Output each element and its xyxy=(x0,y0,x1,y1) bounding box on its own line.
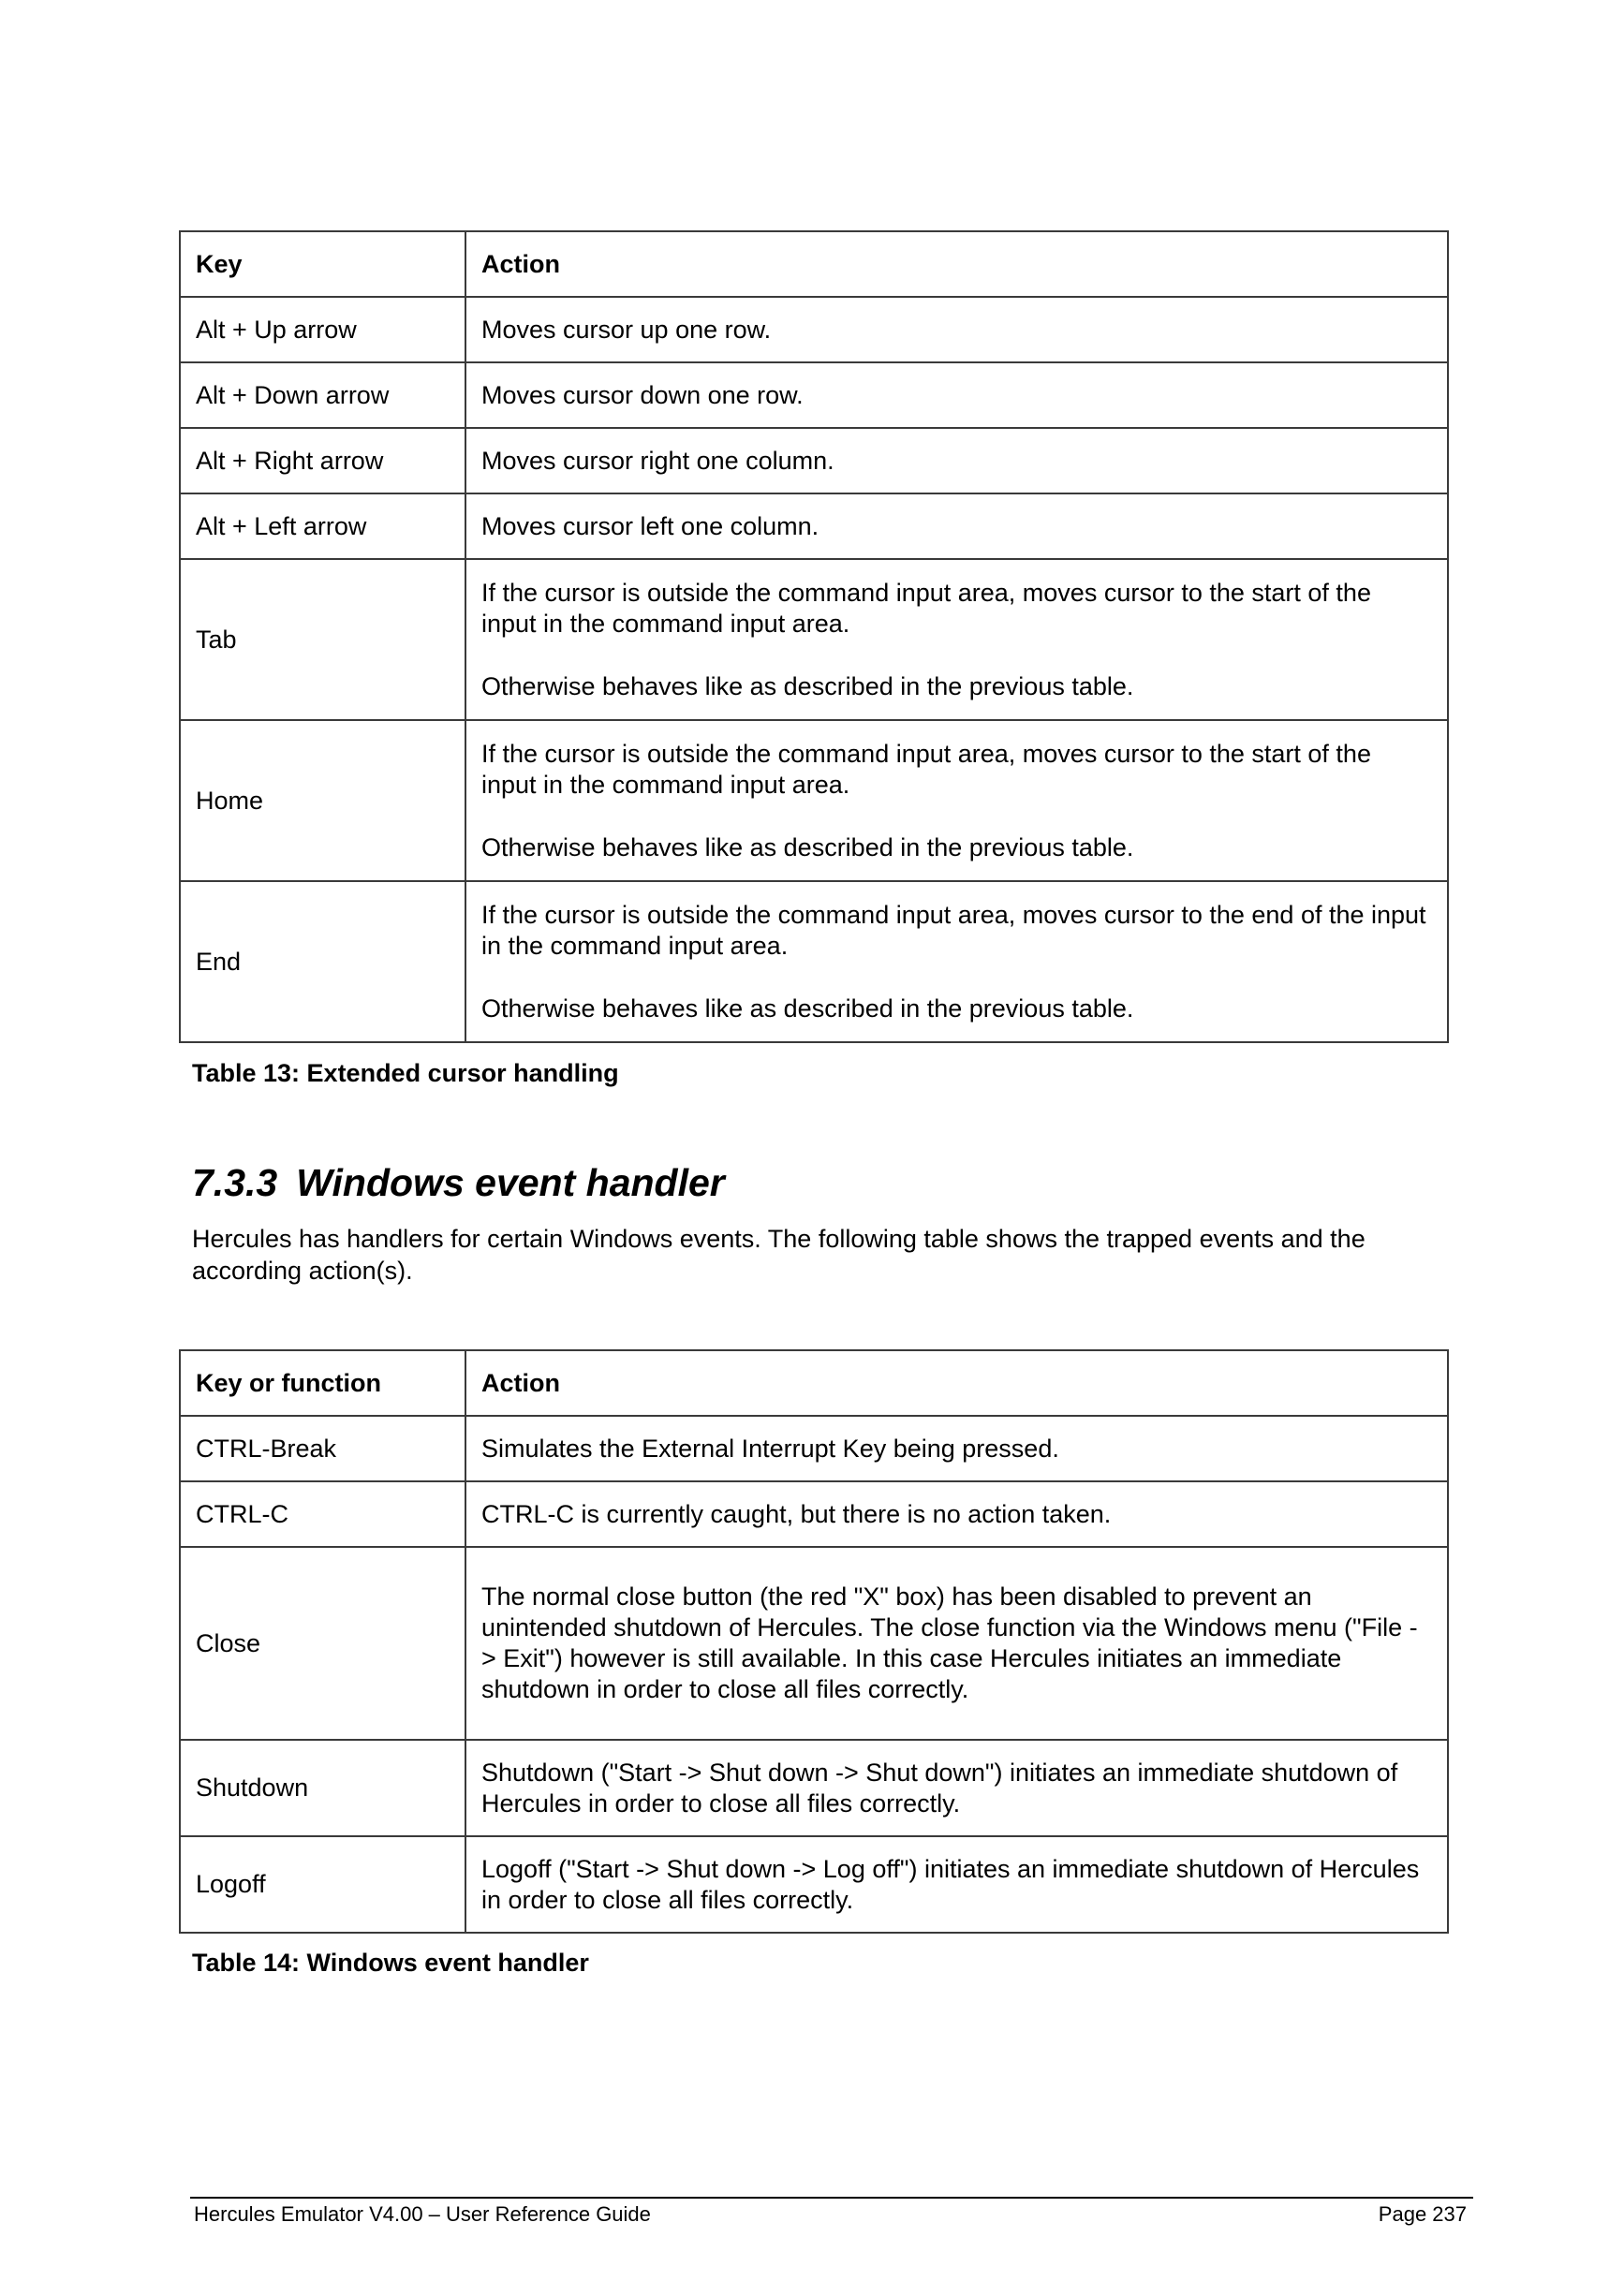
key-cell: CTRL-Break xyxy=(180,1416,465,1481)
action-cell: The normal close button (the red "X" box) has been disabled to prevent an unintended shutdown of Hercules. The close function via the Windows menu ("File -> Exit") however is still available. In this case Hercules initiates an immediate shutdown in order to close all files correctly. xyxy=(465,1547,1448,1740)
action-text: If the cursor is outside the command input area, moves cursor to the start of the input in the command input area. xyxy=(481,739,1371,799)
table-row xyxy=(180,720,1448,881)
key-cell: Alt + Up arrow xyxy=(180,297,465,362)
key-cell: CTRL-C xyxy=(180,1481,465,1547)
footer-divider xyxy=(190,2197,1473,2199)
action-text: Otherwise behaves like as described in the previous table. xyxy=(481,993,1134,1023)
action-text: If the cursor is outside the command input area, moves cursor to the start of the input in the command input area. xyxy=(481,578,1371,638)
action-cell xyxy=(465,559,1448,720)
key-cell: Alt + Left arrow xyxy=(180,493,465,559)
section-title: Windows event handler xyxy=(296,1161,725,1204)
table-caption: Table 13: Extended cursor handling xyxy=(192,1059,619,1087)
table-row xyxy=(180,1416,1448,1481)
action-cell: Shutdown ("Start -> Shut down -> Shut down") initiates an immediate shutdown of Hercules in order to close all files correctly. xyxy=(465,1740,1448,1836)
table-row xyxy=(180,362,1448,428)
table-row xyxy=(180,1547,1448,1740)
table-caption: Table 14: Windows event handler xyxy=(192,1949,589,1977)
action-cell xyxy=(465,881,1448,1042)
key-cell: End xyxy=(180,881,465,1042)
column-header-action: Action xyxy=(465,231,1448,297)
action-cell xyxy=(465,493,1448,559)
table-row xyxy=(180,428,1448,493)
table-row xyxy=(180,493,1448,559)
action-text: Moves cursor left one column. xyxy=(481,511,819,540)
key-cell: Home xyxy=(180,720,465,881)
column-header-key: Key xyxy=(180,231,465,297)
key-cell: Alt + Down arrow xyxy=(180,362,465,428)
action-text: Moves cursor right one column. xyxy=(481,446,834,475)
action-text: Otherwise behaves like as described in the previous table. xyxy=(481,671,1134,700)
table-row xyxy=(180,881,1448,1042)
table-header-row xyxy=(180,1350,1448,1416)
table-header-row xyxy=(180,231,1448,297)
action-cell: Logoff ("Start -> Shut down -> Log off") initiates an immediate shutdown of Hercules in order to close all files correctly. xyxy=(465,1836,1448,1933)
key-cell: Logoff xyxy=(180,1836,465,1933)
table-row xyxy=(180,559,1448,720)
key-cell: Close xyxy=(180,1547,465,1740)
action-cell xyxy=(465,297,1448,362)
table-row xyxy=(180,297,1448,362)
table-row xyxy=(180,1740,1448,1836)
footer-page-number: Page 237 xyxy=(1378,2202,1467,2226)
action-cell xyxy=(465,362,1448,428)
table-row xyxy=(180,1481,1448,1547)
section-heading xyxy=(192,1161,725,1204)
column-header-key-or-function: Key or function xyxy=(180,1350,465,1416)
section-number: 7.3.3 xyxy=(192,1161,278,1204)
action-text: Moves cursor up one row. xyxy=(481,315,772,344)
windows-event-handler-table xyxy=(179,1349,1449,1934)
action-text: Otherwise behaves like as described in the previous table. xyxy=(481,832,1134,861)
action-cell xyxy=(465,720,1448,881)
action-text: Moves cursor down one row. xyxy=(481,380,804,409)
extended-cursor-handling-table xyxy=(179,230,1449,1043)
section-paragraph: Hercules has handlers for certain Windows events. The following table shows the trapped events and the according action(s). xyxy=(192,1225,1366,1285)
key-cell: Shutdown xyxy=(180,1740,465,1836)
action-cell xyxy=(465,428,1448,493)
action-text: If the cursor is outside the command input area, moves cursor to the end of the input in the command input area. xyxy=(481,900,1426,960)
key-cell: Alt + Right arrow xyxy=(180,428,465,493)
action-cell: Simulates the External Interrupt Key being pressed. xyxy=(465,1416,1448,1481)
table-row xyxy=(180,1836,1448,1933)
column-header-action: Action xyxy=(465,1350,1448,1416)
key-cell: Tab xyxy=(180,559,465,720)
action-cell: CTRL-C is currently caught, but there is no action taken. xyxy=(465,1481,1448,1547)
footer-document-title: Hercules Emulator V4.00 – User Reference Guide xyxy=(194,2202,651,2226)
